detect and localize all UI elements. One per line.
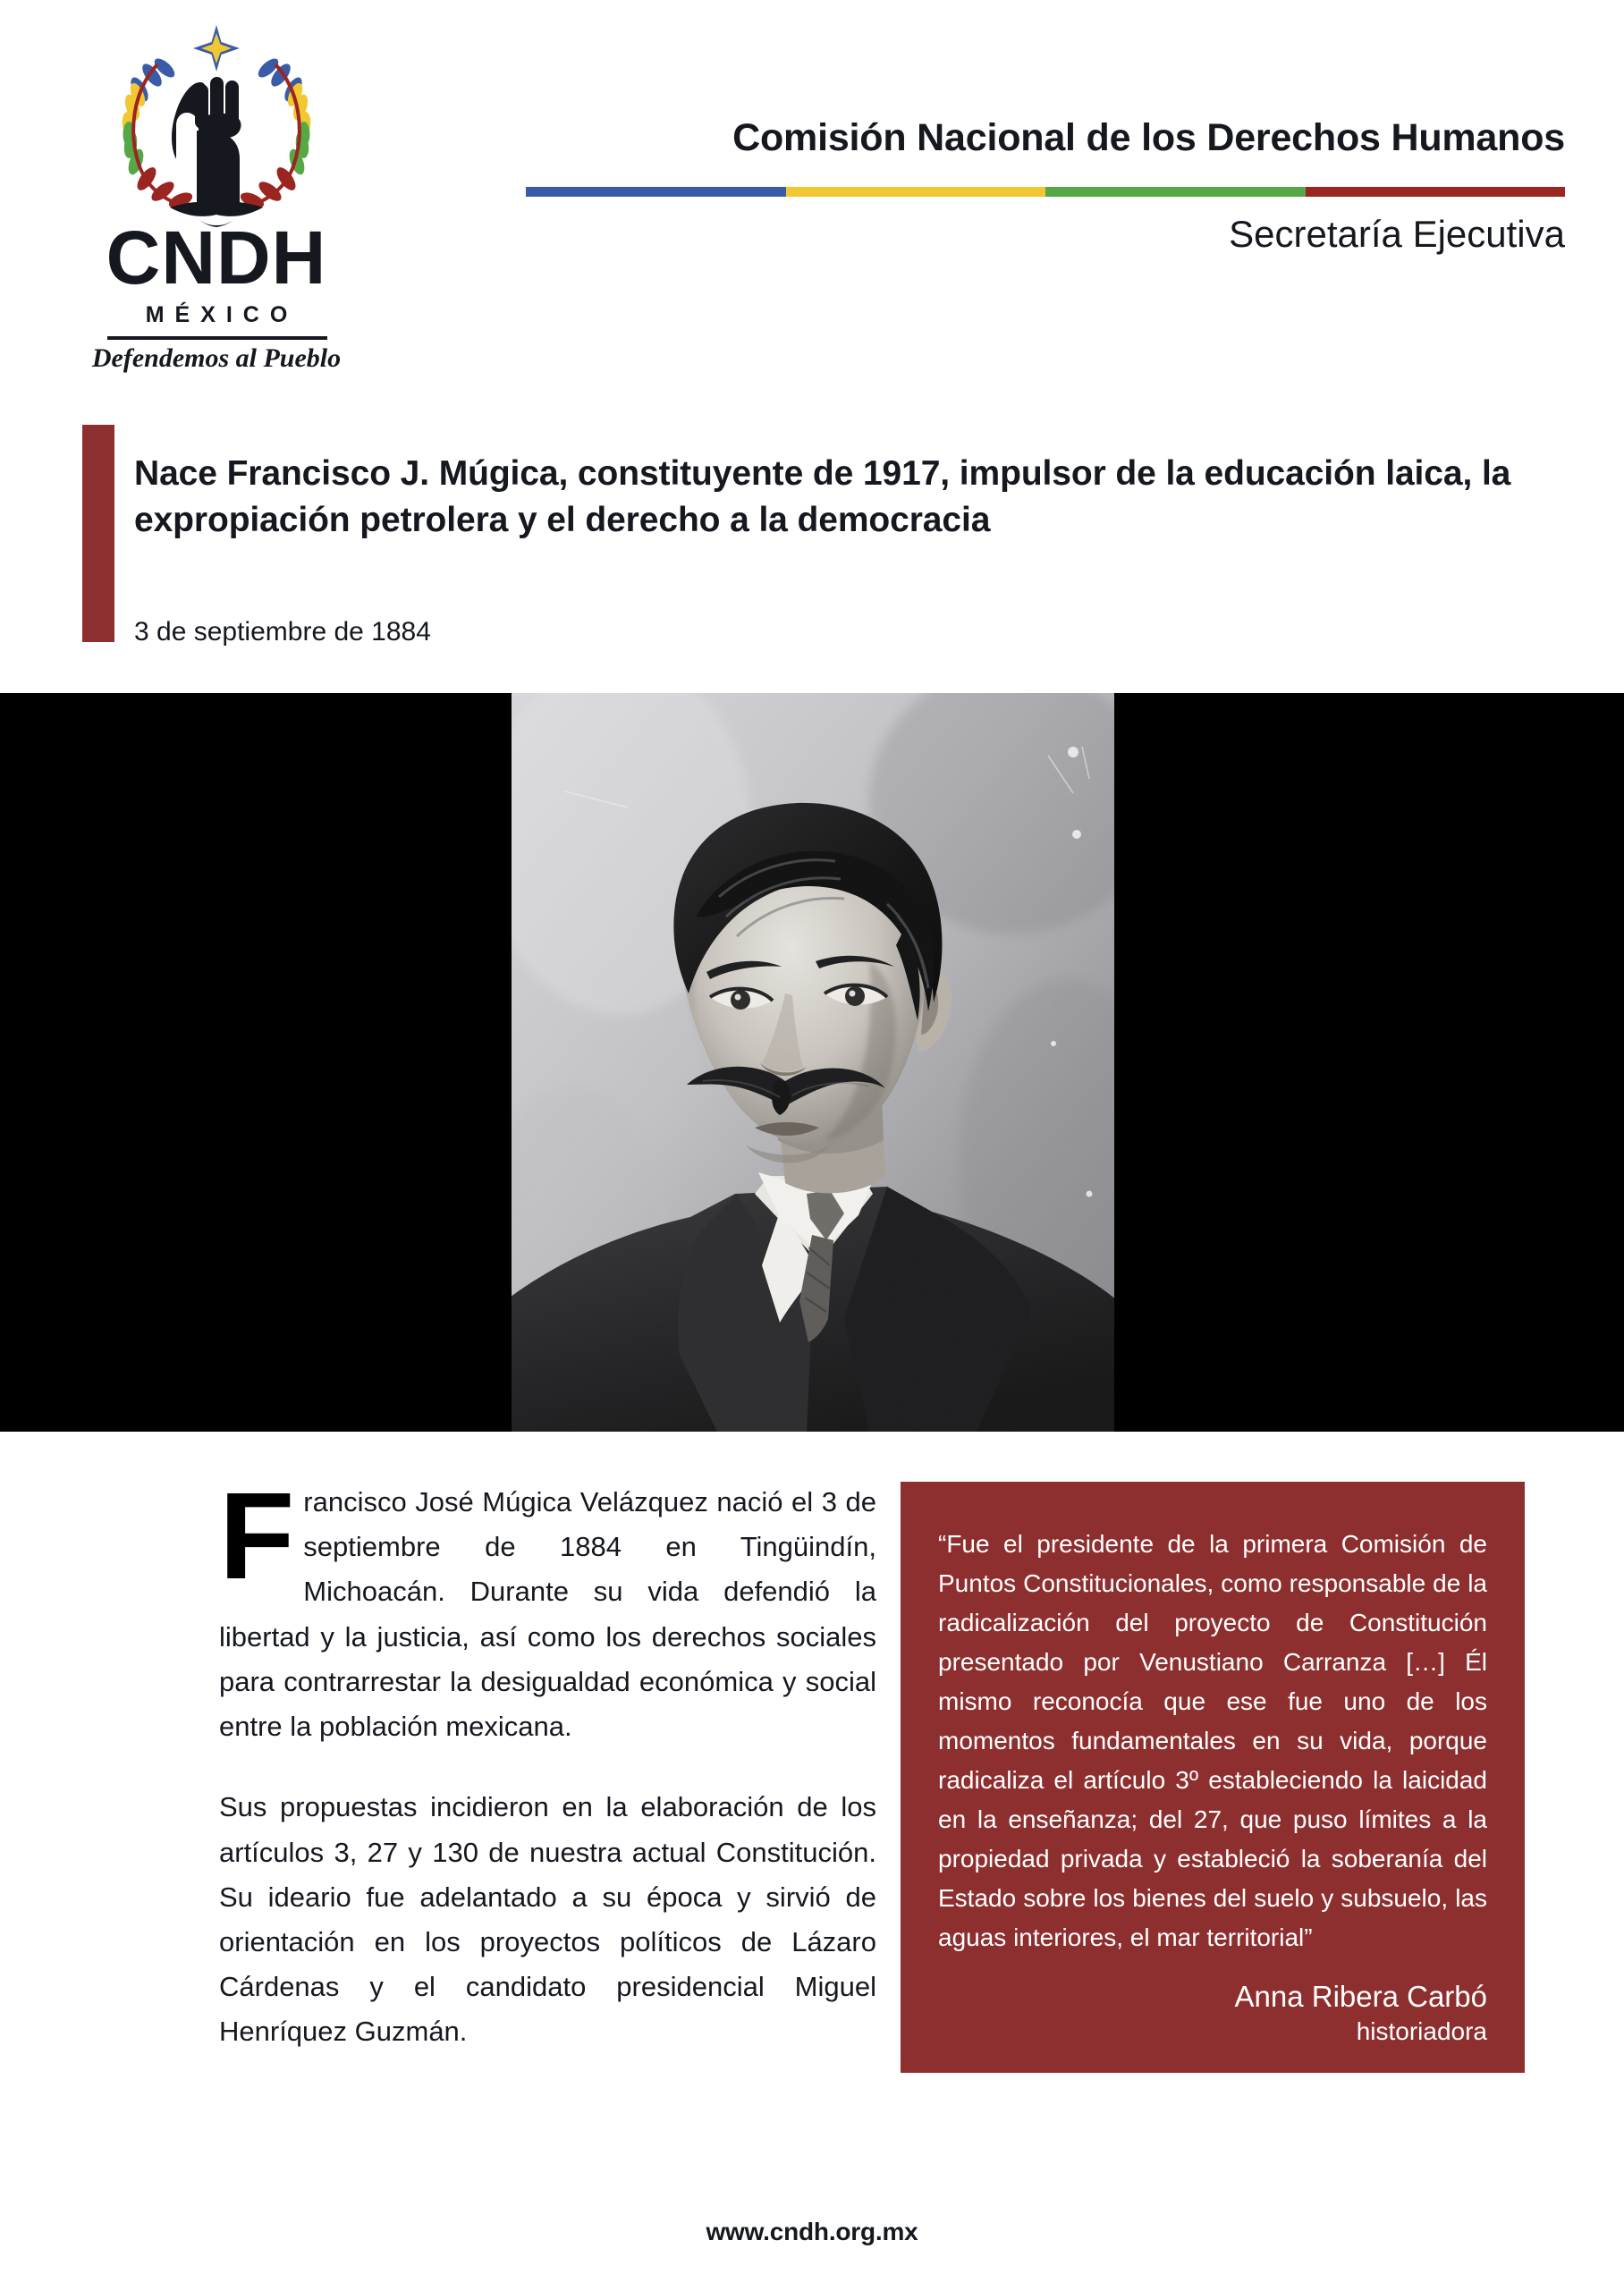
quote-author-role: historiadora [1356,2016,1487,2045]
portrait-photo [512,693,1114,1432]
color-bar-green [1045,187,1306,197]
organization-subtitle: Secretaría Ejecutiva [1229,213,1565,255]
cndh-logo [64,25,368,374]
paragraph-two: Sus propuestas incidieron en la elaboración de los artículos 3, 27 y 130 de nuestra actual Constitución. Su ideario fue adelantado a su época y sirvió de orientación en los proyectos políticos de Lázaro Cárdenas y el candidato presidencial Miguel Henríquez Guzmán. [219,1791,876,2048]
logo-acronym: CNDH [106,216,327,300]
page-title: Nace Francisco J. Múgica, constituyente de 1917, impulsor de la educación laica, la expropiación petrolera y el derecho a la democracia [134,454,1511,539]
quote-author: Anna Ribera Carbó [1234,1980,1487,2014]
article-body [219,1467,876,2055]
organization-title: Comisión Nacional de los Derechos Humanos [732,116,1565,159]
logo-tagline: Defendemos al Pueblo [91,343,342,373]
page-footer [0,2218,1624,2246]
footer-website-url[interactable]: www.cndh.org.mx [706,2218,918,2245]
publication-date: 3 de septiembre de 1884 [134,617,431,647]
paragraph-one [219,1467,876,1749]
cndh-emblem-icon [64,25,368,236]
quote-attribution [1235,1978,1488,2048]
pull-quote-box [901,1482,1525,2073]
color-bar-red [1306,187,1566,197]
header-color-bar [526,187,1565,197]
logo-country: MÉXICO [145,302,299,327]
drop-cap: F [219,1467,295,1605]
title-accent-bar [82,425,114,642]
color-bar-blue [526,187,786,197]
color-bar-yellow [786,187,1046,197]
quote-text: “Fue el presidente de la primera Comisión de Puntos Constitucionales, como responsable de la radicalización del proyecto de Constitución presentado por Venustiano Carranza […] Él mismo reconocía que ese fue uno de los momentos fundamentales en su vida, porque radicaliza el artículo 3º estableciendo la laicidad en la enseñanza; del 27, que puso límites a la propiedad privada y estableció la soberanía del Estado sobre los bienes del suelo y subsuelo, las aguas interiores, el mar territorial” [938,1530,1487,1951]
paragraph-one-text: rancisco José Múgica Velázquez nació el 3 de septiembre de 1884 en Tingüindín, Michoacán. Durante su vida defendió la libertad y la justicia, así como los derechos sociales para contrarrestar la desigualdad económica y social entre la población mexicana. [219,1486,876,1743]
photo-band [0,693,1624,1432]
page-header [0,0,1624,393]
logo-divider [107,336,327,340]
